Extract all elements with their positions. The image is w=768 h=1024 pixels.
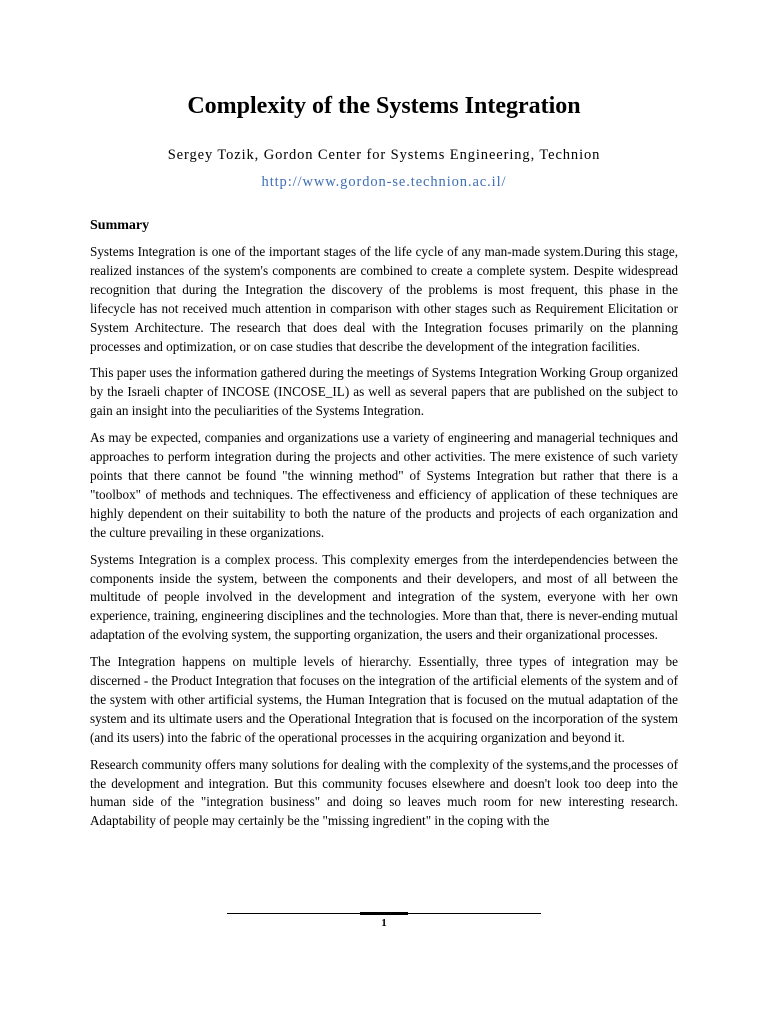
author-line: Sergey Tozik, Gordon Center for Systems Engineering, Technion bbox=[167, 147, 601, 163]
paragraph: The Integration happens on multiple levels of hierarchy. Essentially, three types of integration may be discerned - the Product Integration that focuses on the integration of the artificial elements of the system and of the system with other artificial systems, the Human Integration that is focused on the mutual adaptation of the system and its ultimate users and the Operational Integration that is focused on the incorporation of the system (and its users) into the fabric of the operational processes in the acquiring organization and beyond it. bbox=[90, 654, 678, 745]
paper-title: Complexity of the Systems Integration bbox=[187, 93, 581, 119]
paragraph: Research community offers many solutions for dealing with the complexity of the systems,and the processes of the development and integration. But this community focuses elsewhere and doesn't look too deep into the human side of the "integration business" and doing so leaves much room for new interesting research. Adaptability of people may certainly be the "missing ingredient" in the coping with the bbox=[90, 756, 678, 829]
summary-body bbox=[90, 243, 678, 839]
paragraph: This paper uses the information gathered during the meetings of Systems Integration Working Group organized by the Israeli chapter of INCOSE (INCOSE_IL) as well as several papers that are published on the subject to gain an insight into the peculiarities of the Systems Integration. bbox=[90, 365, 678, 419]
paragraph: As may be expected, companies and organizations use a variety of engineering and managerial techniques and approaches to perform integration during the projects and other activities. The mere existence of such variety points that there cannot be found "the winning method" of Systems Integration but rather that there is a "toolbox" of methods and techniques. The effectiveness and efficiency of application of these techniques are highly dependent on their suitability to both the nature of the products and projects of each organization and the culture prevailing in these organizations. bbox=[90, 430, 678, 540]
website-link[interactable]: http://www.gordon-se.technion.ac.il/ bbox=[261, 174, 507, 190]
paragraph: Systems Integration is a complex process. This complexity emerges from the interdependencies between the components inside the system, between the components and their developers, and most of all between the multitude of people involved in the development and integration of the system, everyone with her own experience, training, engineering disciplines and the technologies. More than that, there is never-ending mutual adaptation of the evolving system, the supporting organization, the users and their organizational processes. bbox=[90, 551, 678, 643]
summary-heading: Summary bbox=[90, 218, 150, 233]
paragraph: Systems Integration is one of the important stages of the life cycle of any man-made system.During this stage, realized instances of the system's components are combined to create a complete system. Despite widespread recognition that during the Integration the discovery of the problems is most frequent, this phase in the lifecycle has not received much attention in comparison with other stages such as Requirement Elicitation or System Architecture. The research that does deal with the Integration focuses primarily on the planning processes and optimization, or on case studies that describe the development of the integration facilities. bbox=[90, 244, 678, 354]
page-number: 1 bbox=[381, 917, 387, 929]
